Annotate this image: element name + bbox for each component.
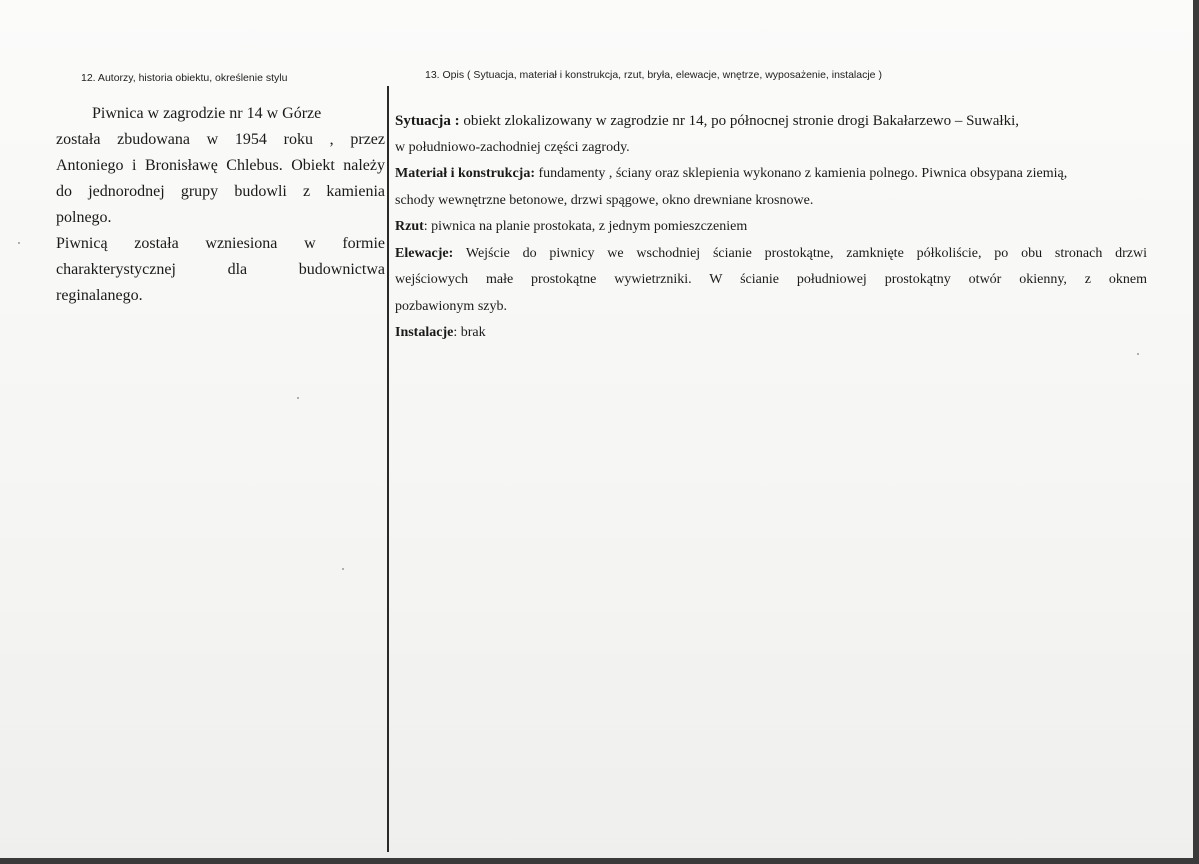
elewacje-line-1 — [395, 241, 1147, 268]
text-line: reginalanego. — [56, 287, 143, 304]
sytuacja-line-1 — [395, 108, 1147, 135]
sytuacja-line-2: w południowo-zachodniej części zagrody. — [395, 139, 630, 155]
material-line-2: schody wewnętrzne betonowe, drzwi spągowe, okno drewniane krosnowe. — [395, 192, 814, 208]
scan-edge-bottom — [0, 858, 1199, 864]
elewacje-line-2: wejściowych małe prostokątne wywietrzniki. W ścianie południowej prostokątny otwór okienny, z oknem — [395, 272, 1147, 287]
elewacje-text: Wejście do piwnicy we wschodniej ścianie prostokątne, zamknięte półkoliście, po obu stronach drzwi — [453, 245, 1147, 261]
instalacje-text: : brak — [453, 325, 486, 340]
column-divider — [387, 86, 389, 852]
elewacje-label: Elewacje: — [395, 245, 454, 261]
text-line: Antoniego i Bronisławę Chlebus. Obiekt należy — [56, 157, 385, 174]
scan-speck — [1137, 353, 1139, 355]
text-line: polnego. — [56, 209, 112, 226]
text-line: Piwnicą została wzniesiona w formie — [56, 235, 385, 252]
scan-speck — [342, 568, 344, 570]
description-text — [395, 108, 1147, 347]
text-line: do jednorodnej grupy budowli z kamienia — [56, 183, 385, 200]
material-label: Materiał i konstrukcja: — [395, 166, 535, 181]
instalacje-line — [395, 320, 1147, 347]
section-13-heading: 13. Opis ( Sytuacja, materiał i konstrukcja, rzut, bryła, elewacje, wnętrze, wyposażenie, instalacje ) — [425, 69, 882, 81]
instalacje-label: Instalacje — [395, 325, 454, 340]
scan-edge-right — [1193, 0, 1199, 864]
scan-speck — [297, 397, 299, 399]
history-text — [56, 101, 385, 309]
history-paragraph-2 — [56, 231, 385, 309]
section-12-heading: 12. Autorzy, historia obiektu, określenie stylu — [81, 72, 288, 84]
material-text: fundamenty , ściany oraz sklepienia wykonano z kamienia polnego. Piwnica obsypana ziemią, — [534, 166, 1068, 181]
text-line: została zbudowana w 1954 roku , przez — [56, 131, 385, 148]
sytuacja-text: obiekt zlokalizowany w zagrodzie nr 14, po północnej stronie drogi Bakałarzewo – Suwałki, — [459, 113, 1020, 129]
elewacje-line-3: pozbawionym szyb. — [395, 298, 507, 314]
rzut-line — [395, 214, 1147, 241]
scan-speck — [18, 242, 20, 244]
text-line: Piwnica w zagrodzie nr 14 w Górze — [92, 105, 322, 122]
sytuacja-label: Sytuacja : — [395, 113, 460, 129]
rzut-label: Rzut — [395, 219, 424, 234]
rzut-text: : piwnica na planie prostokata, z jednym pomieszczeniem — [423, 219, 748, 234]
material-line-1 — [395, 161, 1147, 188]
text-line: charakterystycznej dla budownictwa — [56, 261, 385, 278]
history-paragraph-1 — [56, 101, 385, 231]
